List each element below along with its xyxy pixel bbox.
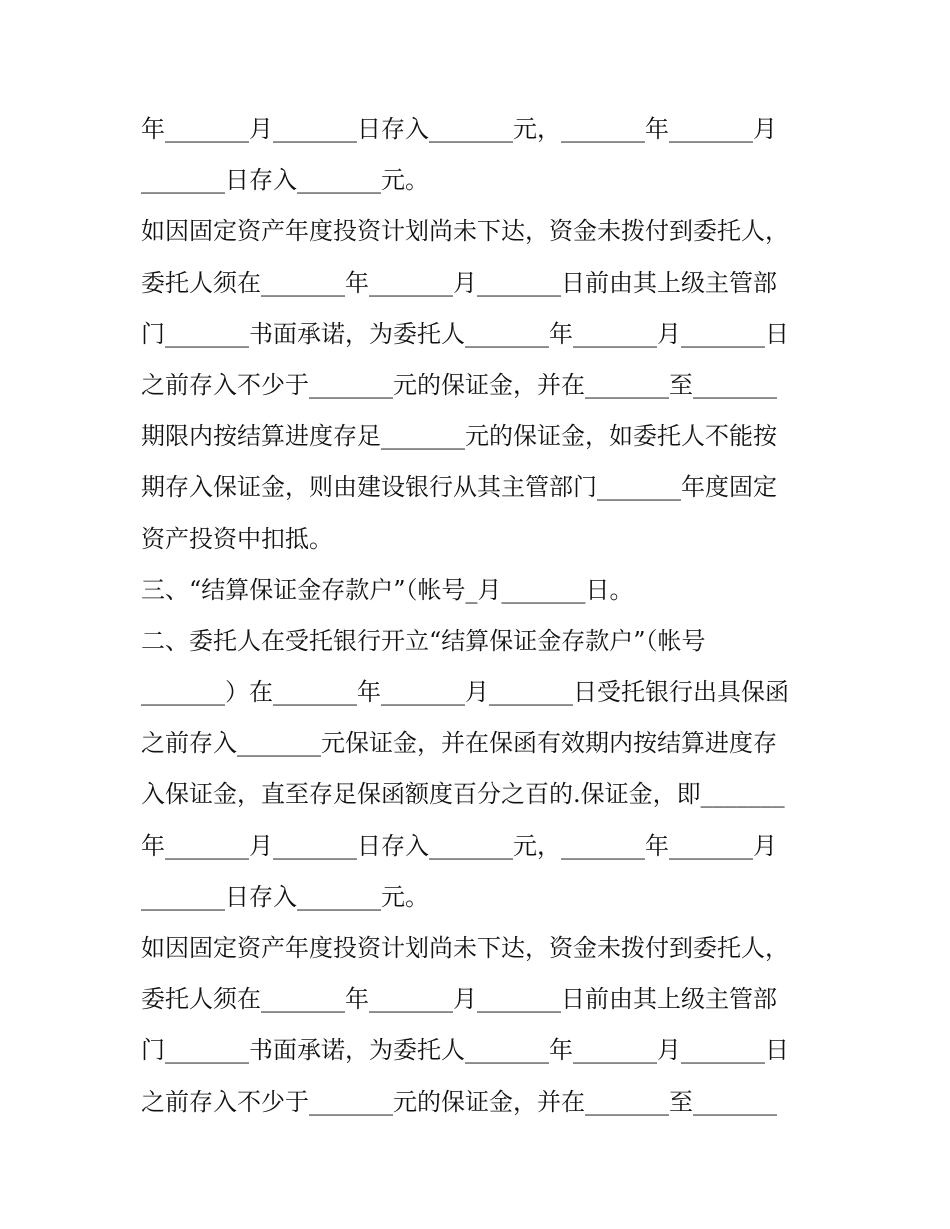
section-heading-line: 二、委托人在受托银行开立“结算保证金存款户”（帐号 (141, 626, 706, 655)
text-line: 如因固定资产年度投资计划尚未下达，资金未拨付到委托人， (141, 217, 789, 246)
text-line: 年_______月_______日存入_______元，_______年_______月 (141, 115, 777, 143)
text-line: 如因固定资产年度投资计划尚未下达，资金未拨付到委托人， (141, 934, 789, 962)
document-body (141, 104, 821, 1128)
text-line: 委托人须在_______年_______月_______日前由其上级主管部 (141, 268, 777, 297)
text-line: _______日存入_______元。 (141, 882, 429, 911)
text-line: 之前存入_______元保证金，并在保函有效期内按结算进度存 (141, 729, 777, 758)
text-line: 期存入保证金，则由建设银行从其主管部门_______年度固定 (141, 473, 777, 502)
text-line: _______）在_______年_______月_______日受托银行出具保函 (141, 678, 789, 707)
text-line: 门_______书面承诺，为委托人_______年_______月_______日 (141, 319, 789, 348)
text-line: 资产投资中扣抵。 (141, 524, 333, 553)
text-line: 之前存入不少于_______元的保证金，并在_______至_______ (141, 1087, 777, 1116)
text-line: 入保证金，直至存足保函额度百分之百的.保证金，即_______ (141, 780, 785, 809)
text-line: 委托人须在_______年_______月_______日前由其上级主管部 (141, 985, 777, 1014)
text-line: _______日存入_______元。 (141, 166, 429, 195)
section-heading-line: 三、“结算保证金存款户”（帐号_月_______日。 (141, 575, 634, 604)
text-line: 年_______月_______日存入_______元，_______年_______月 (141, 831, 777, 860)
text-line: 门_______书面承诺，为委托人_______年_______月_______日 (141, 1036, 789, 1065)
text-line: 之前存入不少于_______元的保证金，并在_______至_______ (141, 370, 777, 399)
text-line: 期限内按结算进度存足_______元的保证金，如委托人不能按 (141, 422, 777, 451)
